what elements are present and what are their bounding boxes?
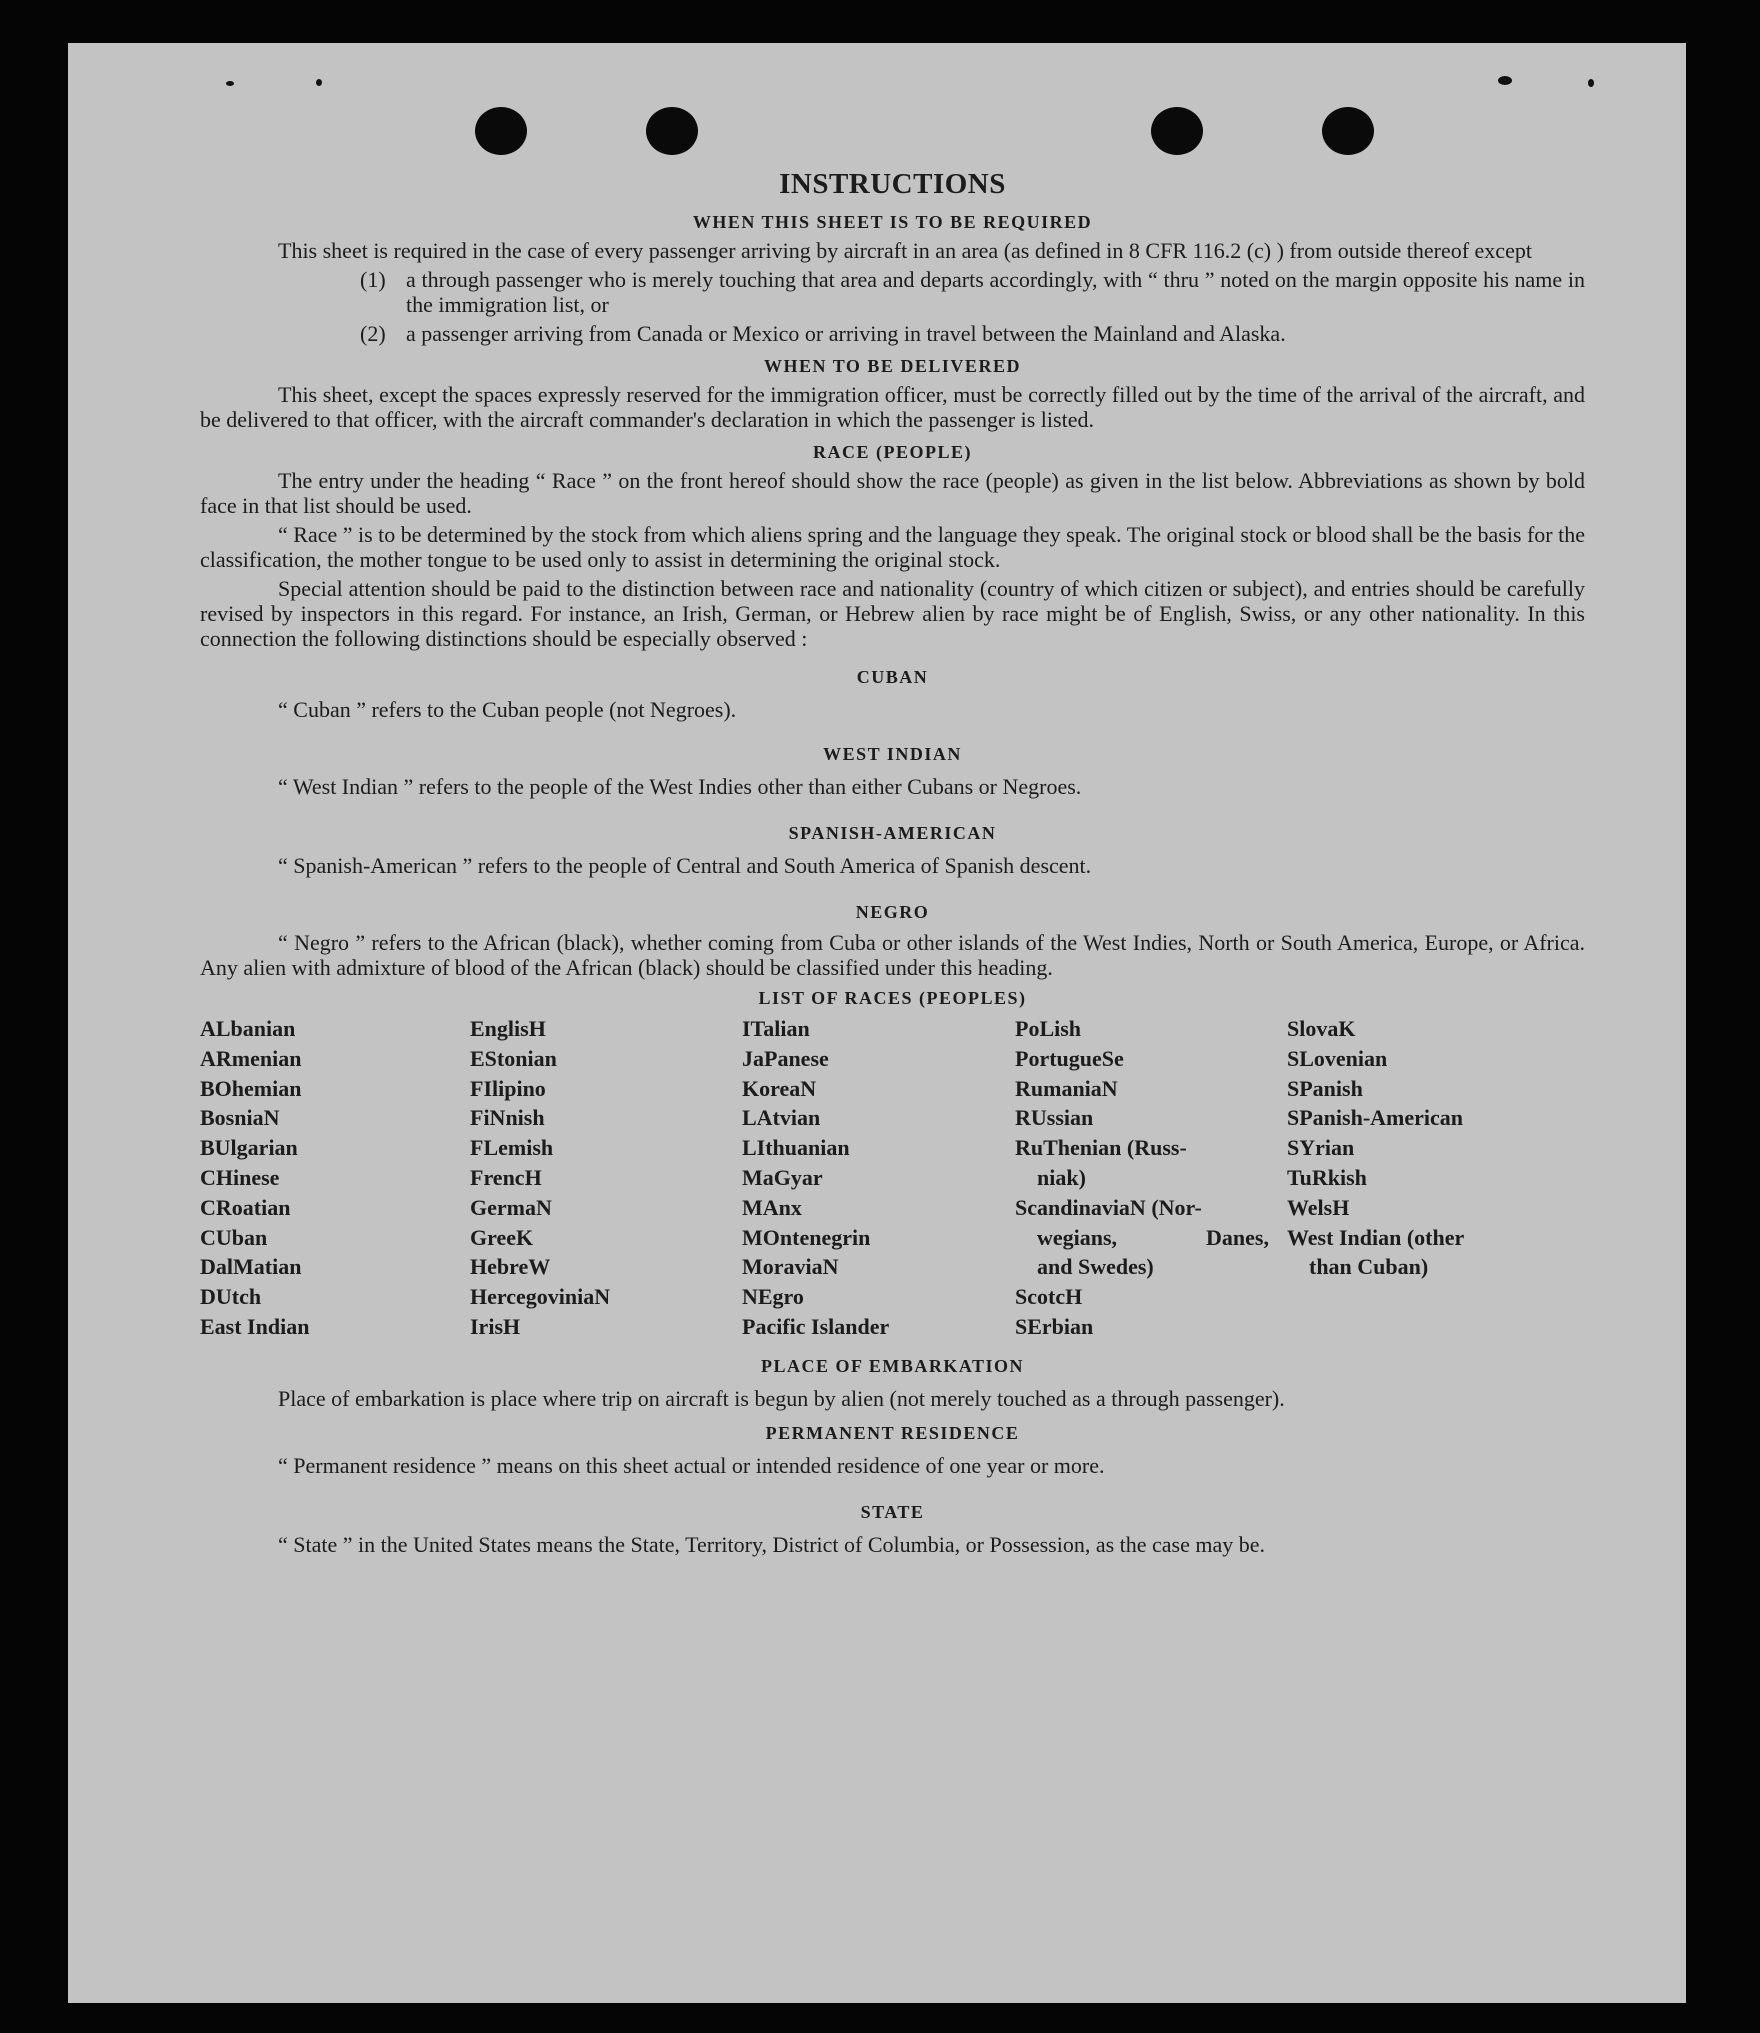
- race-entry: JaPanese: [742, 1045, 829, 1071]
- heading-state: STATE: [860, 1501, 925, 1522]
- race-entry: West Indian (other: [1287, 1224, 1465, 1250]
- heading-negro: NEGRO: [855, 902, 930, 922]
- embarkation-text: Place of embarkation is place where trip on aircraft is begun by alien (not merely touched as a through passenger).: [278, 1385, 1285, 1411]
- race-entry: DUtch: [200, 1284, 262, 1310]
- heading-west-indian: WEST INDIAN: [823, 744, 962, 764]
- punch-hole: [646, 107, 698, 155]
- race-entry: EStonian: [470, 1045, 557, 1071]
- race-entry: PoLish: [1015, 1016, 1082, 1041]
- race-entry: ScandinaviaN (Nor-: [1015, 1194, 1202, 1220]
- speck: [1588, 79, 1594, 87]
- race-entry: LIthuanian: [742, 1135, 850, 1161]
- race-entry: ARmenian: [200, 1045, 302, 1071]
- race-entry-continued: niak): [1037, 1164, 1086, 1190]
- race-entry: FrencH: [470, 1164, 542, 1190]
- race-entry: NEgro: [742, 1284, 804, 1310]
- race-entry: SErbian: [1015, 1313, 1094, 1339]
- race-entry: CHinese: [200, 1164, 280, 1190]
- races-list: [200, 1014, 1585, 1342]
- race-entry: SlovaK: [1287, 1016, 1356, 1041]
- residence-text: “ Permanent residence ” means on this sheet actual or intended residence of one year or more.: [278, 1452, 1105, 1478]
- race-entry: GermaN: [470, 1194, 552, 1220]
- spanish-american-text: “ Spanish-American ” refers to the people of Central and South America of Spanish descent.: [278, 853, 1092, 878]
- list-item: (1) a through passenger who is merely touching that area and departs accordingly, with “ thru ” noted on the margin opposite his name in the immigration list, or: [360, 267, 1585, 317]
- race-entry: MOntenegrin: [742, 1224, 871, 1250]
- race-entry-continued: and Swedes): [1037, 1254, 1154, 1280]
- race-entry: HercegoviniaN: [470, 1284, 611, 1310]
- race-entry: LAtvian: [742, 1105, 821, 1131]
- race-entry: East Indian: [200, 1313, 310, 1339]
- race-paragraph: The entry under the heading “ Race ” on the front hereof should show the race (people) as given in the list below. Abbreviations as shown by bold face in that list should be used.: [200, 468, 1585, 518]
- race-entry: RuThenian (Russ-: [1015, 1135, 1187, 1161]
- cuban-text: “ Cuban ” refers to the Cuban people (not Negroes).: [278, 697, 737, 722]
- race-entry: SPanish-American: [1287, 1105, 1463, 1131]
- required-intro: This sheet is required in the case of every passenger arriving by aircraft in an area (as defined in 8 CFR 116.2 (c) ) from outside thereof except: [278, 238, 1532, 263]
- race-entry: ITalian: [742, 1016, 810, 1041]
- race-entry: FIlipino: [470, 1075, 546, 1101]
- state-text: “ State ” in the United States means the State, Territory, District of Columbia, or Possession, as the case may be.: [278, 1531, 1266, 1557]
- race-entry: KoreaN: [742, 1075, 817, 1101]
- heading-spanish-american: SPANISH-AMERICAN: [788, 823, 997, 843]
- document-sheet: [68, 43, 1686, 2003]
- delivered-text: This sheet, except the spaces expressly reserved for the immigration officer, must be correctly filled out by the time of the arrival of the aircraft, and be delivered to that officer, with the aircraft commander's declaration in which the passenger is listed.: [200, 382, 1585, 432]
- race-entry: SYrian: [1287, 1135, 1355, 1161]
- punch-hole: [1151, 107, 1203, 155]
- race-entry: PortugueSe: [1015, 1045, 1124, 1071]
- race-entry: BosniaN: [200, 1105, 280, 1131]
- race-paragraph: Special attention should be paid to the distinction between race and nationality (country of which citizen or subject), and entries should be carefully revised by inspectors in this regard. For instance, an Irish, German, or Hebrew alien by race might be of English, Swiss, or any other nationality. In this connection the following distinctions should be especially observed :: [200, 576, 1585, 651]
- race-entry: EnglisH: [470, 1016, 546, 1041]
- west-indian-text: “ West Indian ” refers to the people of the West Indies other than either Cubans or Negroes.: [278, 774, 1082, 799]
- race-entry: CUban: [200, 1224, 268, 1250]
- race-entry: SPanish: [1287, 1075, 1363, 1101]
- race-entry-continued: than Cuban): [1309, 1254, 1429, 1280]
- list-item: (2) a passenger arriving from Canada or Mexico or arriving in travel between the Mainland and Alaska.: [360, 321, 1286, 346]
- race-entry: GreeK: [470, 1224, 534, 1250]
- negro-text: “ Negro ” refers to the African (black), whether coming from Cuba or other islands of the West Indies, North or South America, Europe, or Africa. Any alien with admixture of blood of the African (black) should be classified under this heading.: [200, 930, 1585, 980]
- race-entry: IrisH: [470, 1313, 521, 1339]
- race-entry: FiNnish: [470, 1105, 545, 1131]
- speck: [316, 79, 322, 86]
- heading-when-required: WHEN THIS SHEET IS TO BE REQUIRED: [692, 212, 1093, 232]
- races-column: [470, 1014, 742, 1342]
- races-column: [200, 1014, 470, 1342]
- punch-hole: [475, 107, 527, 155]
- races-column: [1287, 1014, 1585, 1342]
- race-entry: MaGyar: [742, 1164, 823, 1190]
- race-entry: SLovenian: [1287, 1045, 1388, 1071]
- race-entry: MoraviaN: [742, 1254, 839, 1280]
- race-entry: MAnx: [742, 1194, 802, 1220]
- speck: [226, 81, 234, 86]
- race-entry: ScotcH: [1015, 1284, 1083, 1310]
- races-column: [742, 1014, 1015, 1342]
- heading-when-delivered: WHEN TO BE DELIVERED: [764, 356, 1021, 376]
- instructions-content: [200, 168, 1585, 1557]
- race-entry: HebreW: [470, 1254, 551, 1280]
- speck: [1498, 76, 1512, 85]
- race-entry: FLemish: [470, 1135, 554, 1161]
- heading-permanent-residence: PERMANENT RESIDENCE: [765, 1422, 1020, 1443]
- race-entry: RUssian: [1015, 1105, 1094, 1131]
- race-entry: Pacific Islander: [742, 1313, 890, 1339]
- race-entry: CRoatian: [200, 1194, 291, 1220]
- page-title: INSTRUCTIONS: [779, 168, 1006, 200]
- heading-list-of-races: LIST OF RACES (PEOPLES): [758, 988, 1027, 1008]
- race-entry: BUlgarian: [200, 1135, 298, 1161]
- race-entry: TuRkish: [1287, 1164, 1367, 1190]
- race-entry-continued: wegians, Danes,: [1037, 1224, 1269, 1250]
- races-column: [1015, 1014, 1287, 1342]
- race-entry: RumaniaN: [1015, 1075, 1118, 1101]
- heading-place-of-embarkation: PLACE OF EMBARKATION: [760, 1355, 1024, 1376]
- race-entry: ALbanian: [200, 1016, 296, 1041]
- race-entry: DalMatian: [200, 1254, 302, 1280]
- race-entry: BOhemian: [200, 1075, 302, 1101]
- punch-hole: [1322, 107, 1374, 155]
- race-paragraph: “ Race ” is to be determined by the stock from which aliens spring and the language they speak. The original stock or blood shall be the basis for the classification, the mother tongue to be used only to assist in determining the original stock.: [200, 522, 1586, 572]
- race-entry: WelsH: [1287, 1194, 1350, 1220]
- heading-cuban: CUBAN: [856, 667, 929, 687]
- heading-race: RACE (PEOPLE): [813, 442, 972, 462]
